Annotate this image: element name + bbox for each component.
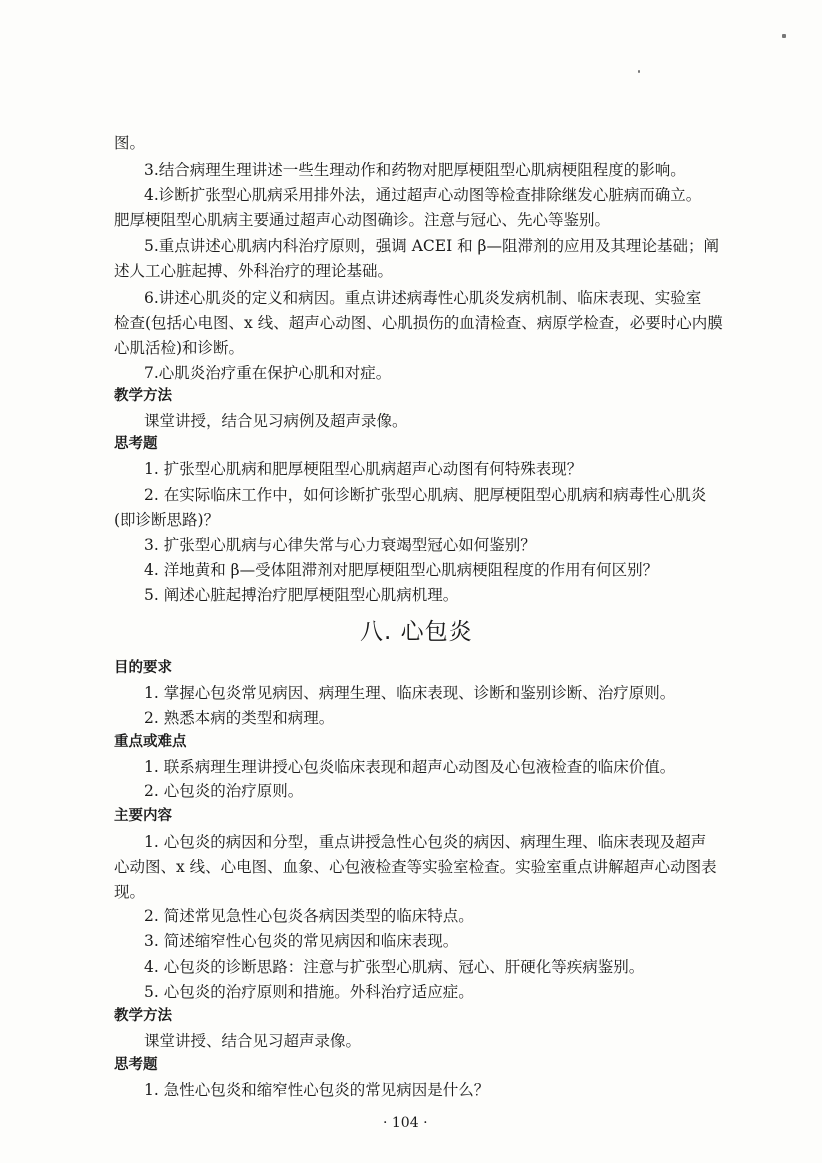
- section-heading: 主要内容: [114, 808, 172, 824]
- section-heading: 重点或难点: [114, 734, 187, 750]
- chapter-title: 八. 心包炎: [360, 619, 473, 645]
- text-line: 6.讲述心肌炎的定义和病因。重点讲述病毒性心肌炎发病机制、临床表现、实验室: [144, 289, 702, 307]
- text-line: 图。: [114, 134, 146, 152]
- text-line: 1. 联系病理生理讲授心包炎临床表现和超声心动图及心包液检查的临床价值。: [144, 758, 676, 776]
- section-heading: 思考题: [114, 1057, 158, 1073]
- text-line: 述人工心脏起搏、外科治疗的理论基础。: [114, 262, 394, 280]
- text-line: 检查(包括心电图、x 线、超声心动图、心肌损伤的血清检查、病原学检查，必要时心内膜: [114, 314, 723, 332]
- text-line: 5. 心包炎的治疗原则和措施。外科治疗适应症。: [144, 983, 474, 1001]
- text-line: 3.结合病理生理讲述一些生理动作和药物对肥厚梗阻型心肌病梗阻程度的影响。: [144, 161, 686, 179]
- section-heading: 教学方法: [114, 1008, 172, 1024]
- text-line: 2. 简述常见急性心包炎各病因类型的临床特点。: [144, 907, 474, 925]
- text-line: 4. 洋地黄和 β—受体阻滞剂对肥厚梗阻型心肌病梗阻程度的作用有何区别？: [144, 561, 659, 579]
- text-line: 5. 阐述心脏起搏治疗肥厚梗阻型心肌病机理。: [144, 586, 459, 604]
- text-line: 2. 心包炎的治疗原则。: [144, 782, 304, 800]
- text-line: 心动图、x 线、心电图、血象、心包液检查等实验室检查。实验室重点讲解超声心动图表: [114, 858, 717, 876]
- text-line: 4. 心包炎的诊断思路：注意与扩张型心肌病、冠心、肝硬化等疾病鉴别。: [144, 958, 645, 976]
- text-line: 1. 扩张型心肌病和肥厚梗阻型心肌病超声心动图有何特殊表现？: [144, 460, 583, 478]
- text-line: 2. 在实际临床工作中，如何诊断扩张型心肌病、肥厚梗阻型心肌病和病毒性心肌炎: [144, 486, 707, 504]
- page-number: · 104 ·: [383, 1115, 428, 1131]
- scan-speck: [638, 70, 640, 73]
- section-heading: 目的要求: [114, 660, 172, 676]
- text-line: (即诊断思路)？: [114, 511, 220, 529]
- section-heading: 教学方法: [114, 388, 172, 404]
- text-line: 1. 急性心包炎和缩窄性心包炎的常见病因是什么？: [144, 1081, 490, 1099]
- text-line: 肥厚梗阻型心肌病主要通过超声心动图确诊。注意与冠心、先心等鉴别。: [114, 211, 611, 229]
- text-line: 1. 心包炎的病因和分型，重点讲授急性心包炎的病因、病理生理、临床表现及超声: [144, 833, 707, 851]
- text-line: 5.重点讲述心肌病内科治疗原则，强调 ACEI 和 β—阻滞剂的应用及其理论基础；阐: [144, 237, 720, 255]
- scan-speck: [782, 34, 786, 38]
- text-line: 课堂讲授，结合见习病例及超声录像。: [144, 412, 408, 430]
- text-line: 4.诊断扩张型心肌病采用排外法，通过超声心动图等检查排除继发心脏病而确立。: [144, 186, 702, 204]
- text-line: 3. 简述缩窄性心包炎的常见病因和临床表现。: [144, 932, 459, 950]
- text-line: 7.心肌炎治疗重在保护心肌和对症。: [144, 364, 392, 382]
- text-line: 2. 熟悉本病的类型和病理。: [144, 709, 335, 727]
- section-heading: 思考题: [114, 436, 158, 452]
- text-line: 心肌活检)和诊断。: [114, 339, 245, 357]
- text-line: 课堂讲授、结合见习超声录像。: [144, 1032, 362, 1050]
- text-line: 现。: [114, 883, 146, 901]
- text-line: 1. 掌握心包炎常见病因、病理生理、临床表现、诊断和鉴别诊断、治疗原则。: [144, 684, 676, 702]
- text-line: 3. 扩张型心肌病与心律失常与心力衰竭型冠心如何鉴别？: [144, 536, 536, 554]
